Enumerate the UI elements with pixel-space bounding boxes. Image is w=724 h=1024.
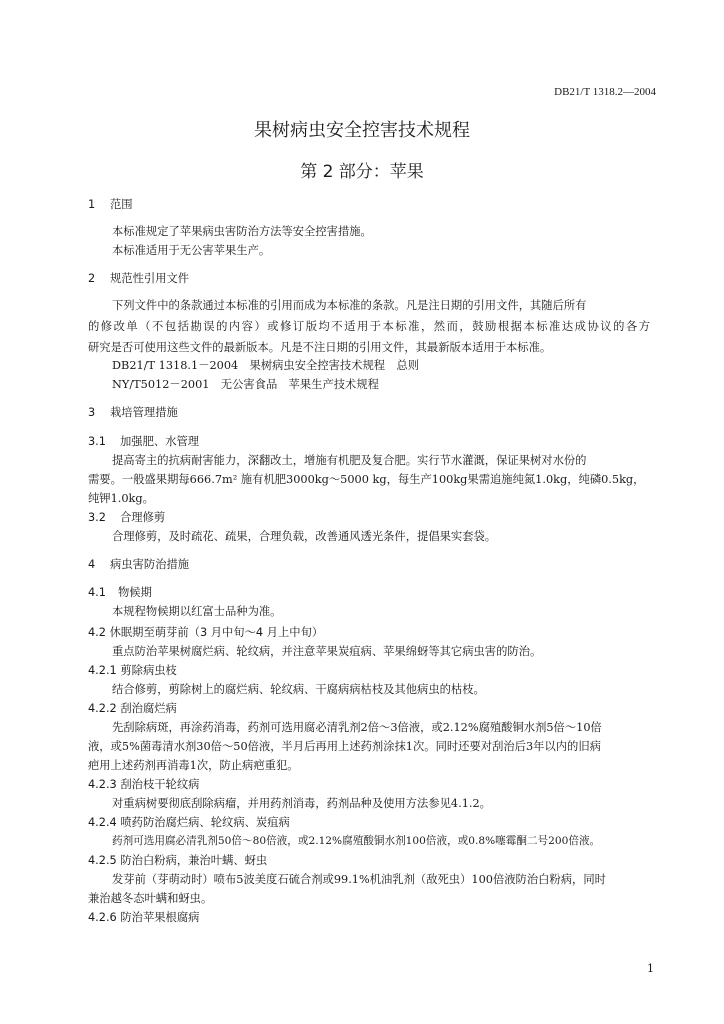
section-number: 4.2	[88, 626, 106, 639]
section-title: 规范性引用文件	[110, 272, 190, 285]
section-number: 3.1	[88, 435, 106, 448]
section-title: 栽培管理措施	[110, 406, 178, 419]
section-title: 刮治枝干轮纹病	[120, 778, 200, 791]
section-3-heading	[88, 405, 178, 420]
subsection-3-2-heading	[88, 510, 165, 525]
paragraph-line: 结合修剪，剪除树上的腐烂病、轮纹病、干腐病病枯枝及其他病虫的枯枝。	[112, 683, 485, 696]
paragraph-line: 液，或5%菌毒清水剂30倍～50倍液，半月后再用上述药剂涂抹1次。同时还要对刮治后3年以内的旧病	[88, 740, 601, 753]
paragraph-line: 发芽前（芽萌动时）喷布5波美度石硫合剂或99.1%机油乳剂（敌死虫）100倍液防治白粉病，同时	[112, 873, 606, 886]
subsection-4-2-3-heading	[88, 777, 199, 792]
subsection-4-2-1-heading	[88, 663, 177, 678]
section-title: 剪除病虫枝	[120, 664, 177, 677]
section-number: 4.1	[88, 586, 106, 599]
document-title: 果树病虫安全控害技术规程	[254, 120, 470, 141]
section-number: 3	[88, 406, 96, 419]
section-number: 4.2.1	[88, 664, 117, 677]
reference-item: DB21/T 1318.1－2004 果树病虫安全控害技术规程 总则	[112, 359, 419, 372]
subsection-4-2-heading	[88, 625, 323, 640]
section-1-heading	[88, 197, 133, 212]
section-title: 范围	[110, 198, 133, 211]
paragraph-line: 需要。一般盛果期每666.7m² 施有机肥3000kg～5000 kg，每生产100kg果需追施纯氮1.0kg，纯磷0.5kg，	[88, 473, 645, 486]
section-2-heading	[88, 271, 189, 286]
section-title: 病虫害防治措施	[110, 558, 190, 571]
subsection-4-1-heading	[88, 585, 152, 600]
section-number: 3.2	[88, 511, 106, 524]
subsection-4-2-2-heading	[88, 701, 177, 716]
paragraph-line: 兼治越冬态叶螨和蚜虫。	[88, 892, 213, 905]
section-title: 物候期	[118, 586, 152, 599]
section-number: 2	[88, 272, 96, 285]
section-title: 防治苹果根腐病	[120, 911, 200, 924]
section-title: 刮治腐烂病	[120, 702, 177, 715]
section-title: 防治白粉病，兼治叶螨、蚜虫	[120, 854, 268, 867]
section-title: 加强肥、水管理	[120, 435, 200, 448]
paragraph-line: 对重病树要彻底刮除病瘤，并用药剂消毒，药剂品种及使用方法参见4.1.2。	[112, 797, 491, 810]
subsection-4-2-6-heading	[88, 910, 199, 925]
paragraph-line: 提高寄主的抗病耐害能力，深翻改土，增施有机肥及复合肥。实行节水灌溉，保证果树对水份的	[112, 454, 587, 467]
paragraph-line: 重点防治苹果树腐烂病、轮纹病，并注意苹果炭疽病、苹果绵蚜等其它病虫害的防治。	[112, 645, 542, 658]
document-subtitle: 第 2 部分：苹果	[300, 162, 424, 182]
reference-item: NY/T5012－2001 无公害食品 苹果生产技术规程	[112, 378, 379, 391]
paragraph: 本标准规定了苹果病虫害防治方法等安全控害措施。	[112, 225, 372, 238]
paragraph-line: 纯钾1.0kg。	[88, 492, 154, 505]
paragraph-line: 的修改单（不包括勘误的内容）或修订版均不适用于本标准，然而，鼓励根据本标准达成协议的各方	[88, 320, 650, 333]
paragraph-line: 先刮除病斑，再涂药消毒，药剂可选用腐必清乳剂2倍～3倍液，或2.12%腐殖酸铜水剂5倍～10倍	[112, 721, 602, 734]
paragraph: 本标准适用于无公害苹果生产。	[112, 244, 271, 257]
section-number: 4.2.3	[88, 778, 117, 791]
section-title: 合理修剪	[120, 511, 166, 524]
section-number: 4.2.2	[88, 702, 117, 715]
paragraph-line: 研究是否可使用这些文件的最新版本。凡是不注日期的引用文件，其最新版本适用于本标准。	[88, 341, 552, 354]
page-number: 1	[647, 962, 654, 975]
section-number: 4.2.6	[88, 911, 117, 924]
paragraph-line: 下列文件中的条款通过本标准的引用而成为本标准的条款。凡是注日期的引用文件，其随后所有	[112, 299, 587, 312]
paragraph-line: 疤用上述药剂再消毒1次，防止病疤重犯。	[88, 759, 299, 772]
section-4-heading	[88, 557, 189, 572]
section-number: 4	[88, 558, 96, 571]
subsection-4-2-5-heading	[88, 853, 267, 868]
paragraph-line: 本规程物候期以红富士品种为准。	[112, 605, 282, 618]
subsection-4-2-4-heading	[88, 815, 290, 830]
section-number: 4.2.5	[88, 854, 117, 867]
paragraph-line: 药剂可选用腐必清乳剂50倍～80倍液，或2.12%腐殖酸铜水剂100倍液，或0.8%噻霉酮二号200倍液。	[112, 835, 601, 847]
section-number: 4.2.4	[88, 816, 117, 829]
paragraph-line: 合理修剪，及时疏花、疏果，合理负载，改善通风透光条件，提倡果实套袋。	[112, 530, 497, 543]
section-title: 喷药防治腐烂病、轮纹病、炭疽病	[120, 816, 290, 829]
subsection-3-1-heading	[88, 434, 199, 449]
standard-code: DB21/T 1318.2—2004	[554, 86, 656, 98]
section-number: 1	[88, 198, 96, 211]
section-title: 休眠期至萌芽前（3 月中旬～4 月上中旬）	[109, 626, 324, 639]
